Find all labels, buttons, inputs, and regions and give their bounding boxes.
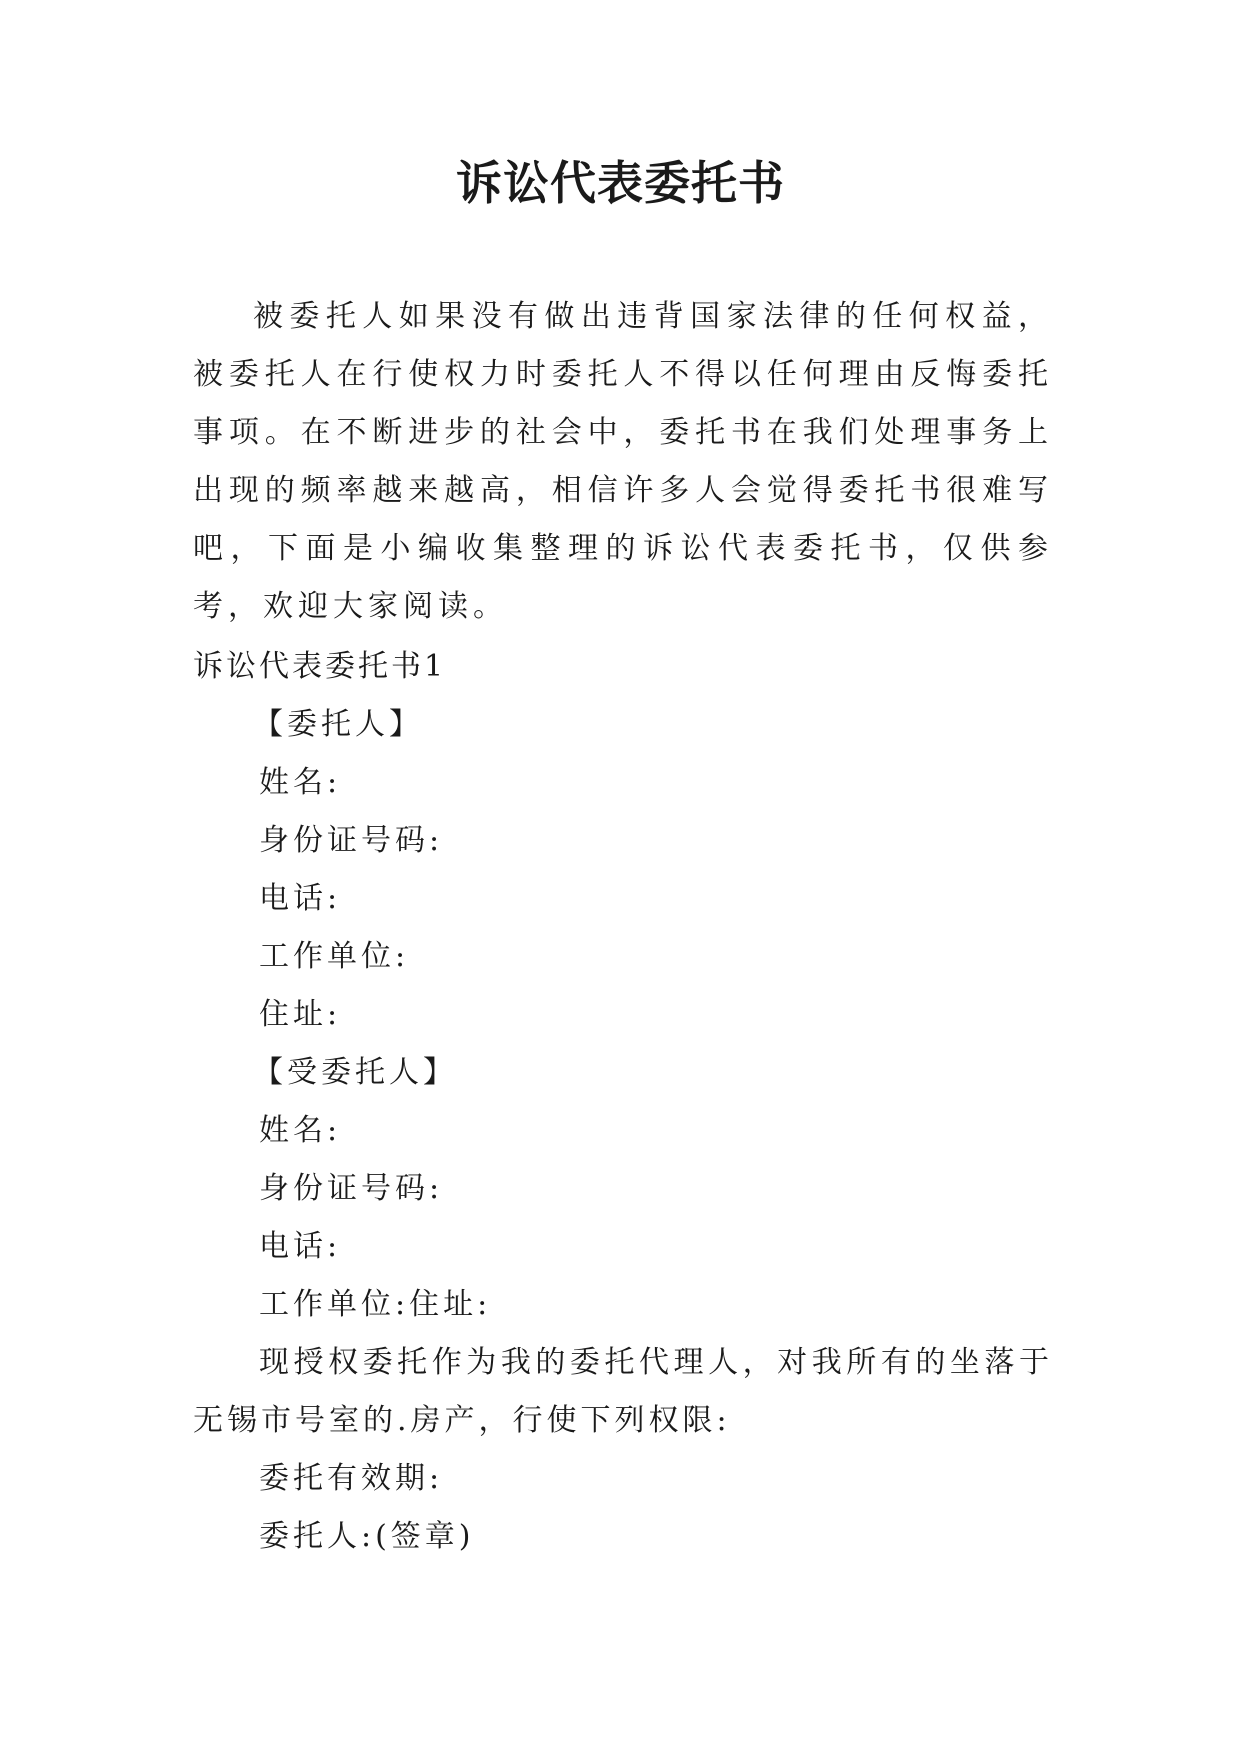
document-title: 诉讼代表委托书 (456, 156, 785, 210)
principal-heading: 【委托人】 (253, 707, 423, 742)
signature-field: 委托人:(签章) (259, 1519, 475, 1554)
agent-work-unit-address-field: 工作单位:住址: (259, 1287, 492, 1322)
principal-work-unit-field: 工作单位: (259, 939, 410, 974)
authorization-paragraph: 现授权委托作为我的委托代理人，对我所有的坐落于无锡市号室的.房产，行使下列权限: (193, 1345, 1053, 1438)
principal-address-field: 住址: (259, 997, 342, 1032)
agent-name-field: 姓名: (259, 1113, 342, 1148)
principal-phone-field: 电话: (259, 881, 342, 916)
agent-id-number-field: 身份证号码: (259, 1171, 444, 1206)
section-title: 诉讼代表委托书1 (193, 649, 447, 684)
document-body (193, 638, 1053, 1566)
principal-id-number-field: 身份证号码: (259, 823, 444, 858)
agent-phone-field: 电话: (259, 1229, 342, 1264)
principal-name-field: 姓名: (259, 765, 342, 800)
intro-paragraph: 被委托人如果没有做出违背国家法律的任何权益，被委托人在行使权力时委托人不得以任何理由反悔委托事项。在不断进步的社会中，委托书在我们处理事务上出现的频率越来越高，相信许多人会觉得委托书很难写吧，下面是小编收集整理的诉讼代表委托书，仅供参考，欢迎大家阅读。 (193, 299, 1053, 624)
agent-heading: 【受委托人】 (253, 1055, 457, 1090)
validity-field: 委托有效期: (259, 1461, 444, 1496)
